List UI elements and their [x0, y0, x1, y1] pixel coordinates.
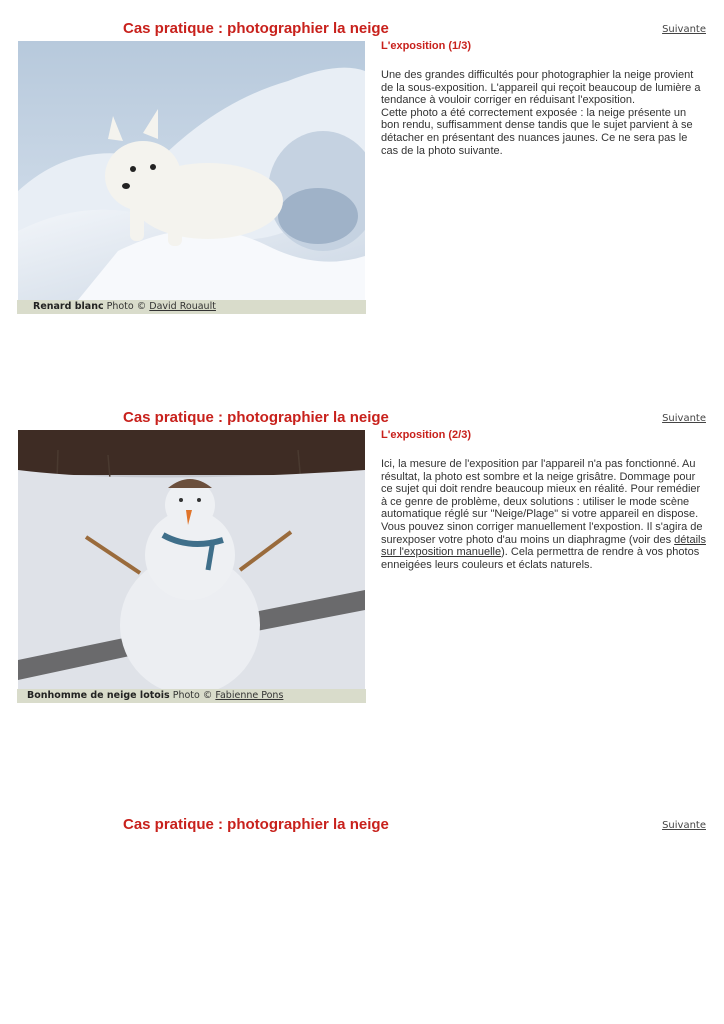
next-link[interactable]: Suivante	[662, 820, 706, 831]
paragraph: Une des grandes difficultés pour photographier la neige provient de la sous-exposition. L'appareil qui reçoit beaucoup de lumière a tendance à vouloir corriger en réduisant l'exposition.	[381, 69, 701, 107]
paragraph	[381, 458, 706, 571]
photo-caption	[17, 300, 366, 314]
page-title: Cas pratique : photographier la neige	[123, 409, 389, 426]
caption-title: Renard blanc	[33, 301, 104, 312]
caption-credit: Photo ©	[106, 301, 147, 312]
caption-credit: Photo ©	[172, 690, 213, 701]
body-text	[381, 458, 706, 571]
next-link[interactable]: Suivante	[662, 413, 706, 424]
paragraph-text: Ici, la mesure de l'exposition par l'appareil n'a pas fonctionné. Au résultat, la photo est sombre et la neige grisâtre. Dommage pour ce sujet qui doit rendre beaucoup mieux en réalité. Pour remédier à ce genre de problème, deux solutions : utiliser le mode scène automatique réglé sur "Neige/Plage" si votre appareil en dispose. Vous pouvez sinon corriger manuellement l'expostion. Il s'agira de surexposer votre photo d'au moins un diaphragme (voir des	[381, 458, 703, 546]
page-title: Cas pratique : photographier la neige	[123, 20, 389, 37]
page-title: Cas pratique : photographier la neige	[123, 816, 389, 833]
author-link[interactable]: David Rouault	[149, 301, 216, 312]
body-text	[381, 69, 706, 157]
photo-snowman	[18, 430, 365, 689]
section-subtitle: L'exposition (2/3)	[381, 429, 472, 441]
photo-caption	[17, 689, 366, 703]
paragraph-text: ). Cela permettra de rendre à vos photos enneigées leurs couleurs et éclats naturels.	[381, 546, 700, 571]
next-link[interactable]: Suivante	[662, 24, 706, 35]
section-subtitle: L'exposition (1/3)	[381, 40, 472, 52]
photo-white-fox	[18, 41, 365, 300]
exposure-details-link[interactable]: détails sur l'exposition manuelle	[381, 533, 706, 559]
caption-title: Bonhomme de neige lotois	[27, 690, 170, 701]
paragraph: Cette photo a été correctement exposée : la neige présente un bon rendu, suffisamment dense tandis que le sujet parvient à se détacher en présentant des nuances jaunes. Ce ne sera pas le cas de la photo suivante.	[381, 106, 693, 157]
author-link[interactable]: Fabienne Pons	[215, 690, 284, 701]
